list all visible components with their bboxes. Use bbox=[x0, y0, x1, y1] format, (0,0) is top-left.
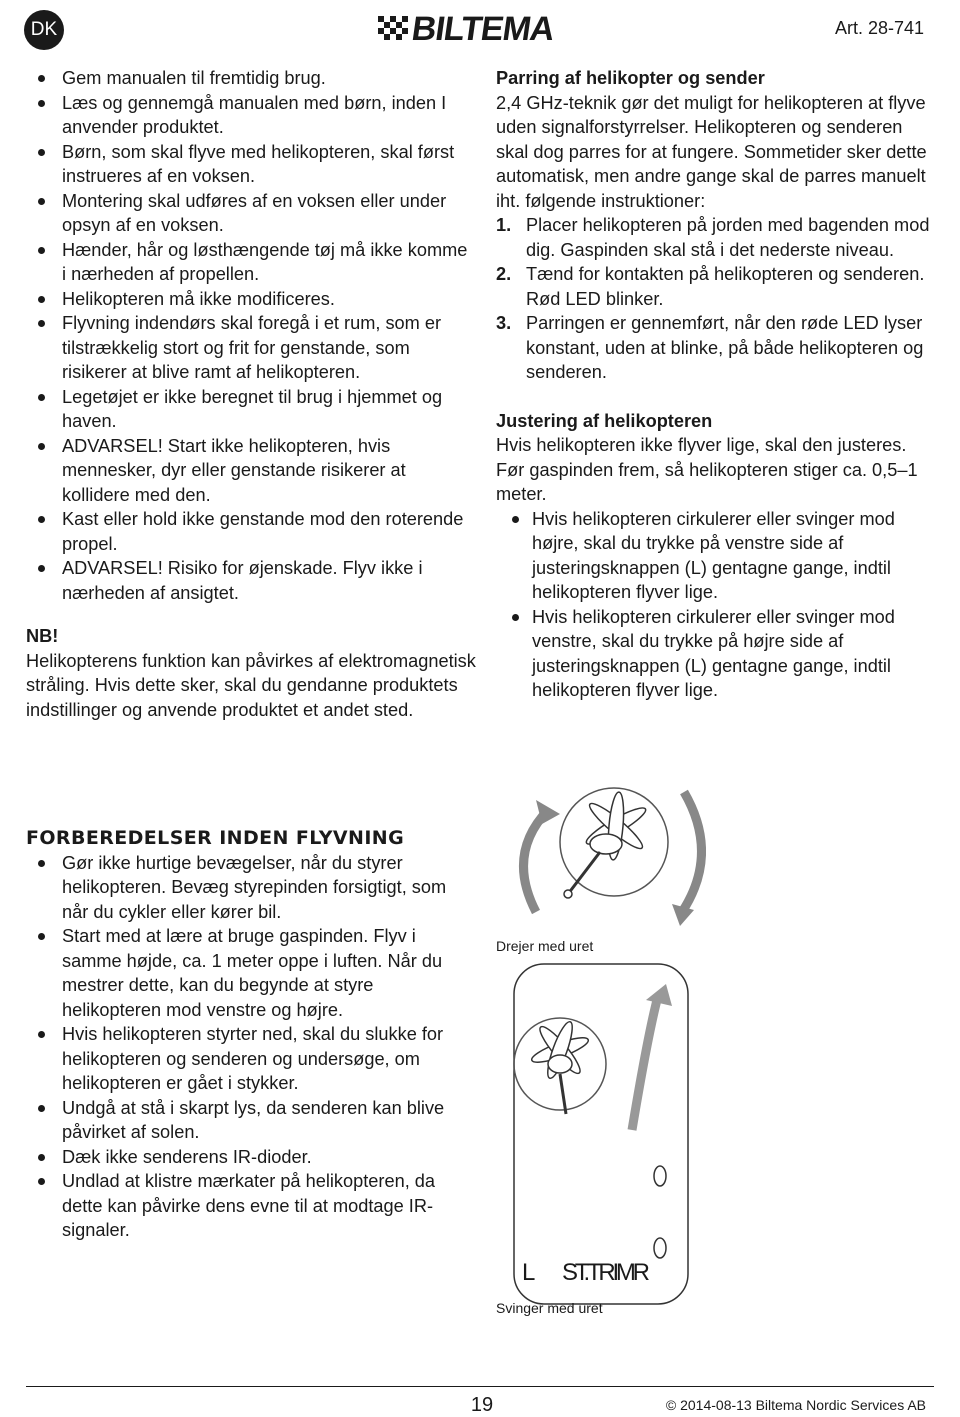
step-number: 3. bbox=[496, 313, 512, 333]
preflight-heading: FORBEREDELSER INDEN FLYVNING bbox=[26, 827, 405, 849]
trim-illustration bbox=[496, 784, 706, 1324]
page-number: 19 bbox=[470, 1394, 494, 1416]
preflight-list bbox=[26, 851, 476, 1243]
adjust-heading: Justering af helikopteren bbox=[496, 410, 713, 431]
list-item: Hvis helikopteren cirkulerer eller svinger mod højre, skal du trykke på venstre side af justeringsknappen (L) gentagne gange, indtil helikopteren flyver lige. bbox=[496, 507, 936, 605]
pairing-heading: Parring af helikopter og sender bbox=[496, 68, 765, 88]
adjust-intro: Hvis helikopteren ikke flyver lige, skal den justeres. Før gaspinden frem, så helikopteren stiger ca. 0,5–1 meter. bbox=[496, 435, 918, 504]
checkered-flag-icon bbox=[378, 16, 410, 42]
list-item: Hænder, hår og løsthængende tøj må ikke komme i nærheden af propellen. bbox=[26, 238, 476, 287]
note-text: Helikopterens funktion kan påvirkes af elektromagnetisk stråling. Hvis dette sker, skal du gendanne produktets indstillinger og anvende produktet et andet sted. bbox=[26, 650, 476, 720]
list-item: Kast eller hold ikke genstande mod den roterende propel. bbox=[26, 507, 476, 556]
list-item: Dæk ikke senderens IR-dioder. bbox=[26, 1145, 476, 1170]
pairing-intro: 2,4 GHz-teknik gør det muligt for helikopteren at flyve uden signalforstyrrelser. Helikopteren og senderen skal dog parres for at fungere. Sommetider sker dette automatisk, men andre gange skal de parres manuelt iht. følgende instruktioner: bbox=[496, 92, 927, 211]
safety-list bbox=[26, 66, 476, 605]
brand-logo bbox=[378, 10, 584, 48]
list-item: Montering skal udføres af en voksen eller under opsyn af en voksen. bbox=[26, 189, 476, 238]
clockwise-rotation-diagram bbox=[524, 788, 702, 926]
page-header bbox=[0, 0, 960, 60]
list-item: Helikopteren må ikke modificeres. bbox=[26, 287, 476, 312]
step-text: Parringen er gennemført, når den røde LED lyser konstant, uden at blinke, på både helikopteren og senderen. bbox=[526, 313, 924, 382]
step-text: Placer helikopteren på jorden med bagenden mod dig. Gaspinden skal stå i det nederste niveau. bbox=[526, 215, 930, 260]
step-item bbox=[496, 213, 936, 262]
language-badge: DK bbox=[24, 10, 64, 50]
article-number: Art. 28-741 bbox=[834, 18, 924, 38]
list-item: Undgå at stå i skarpt lys, da senderen kan blive påvirket af solen. bbox=[26, 1096, 476, 1145]
adjust-list bbox=[496, 507, 936, 703]
step-item bbox=[496, 311, 936, 385]
trim-l-label: L bbox=[522, 1259, 536, 1286]
preflight-section bbox=[26, 826, 476, 1243]
trim-label: ST.TRIMR bbox=[562, 1259, 650, 1286]
step-item bbox=[496, 262, 936, 311]
step-number: 1. bbox=[496, 215, 512, 235]
step-text: Tænd for kontakten på helikopteren og senderen. Rød LED blinker. bbox=[526, 264, 925, 309]
list-item: Legetøjet er ikke beregnet til brug i hjemmet og haven. bbox=[26, 385, 476, 434]
brand-name: BILTEMA bbox=[409, 10, 557, 48]
copyright-text: © 2014-08-13 Biltema Nordic Services AB bbox=[665, 1397, 926, 1413]
footer-divider bbox=[26, 1386, 934, 1387]
step-number: 2. bbox=[496, 264, 512, 284]
list-item: Flyvning indendørs skal foregå i et rum, som er tilstrækkelig stort og frit for genstande, som risikerer at blive ramt af helikopteren. bbox=[26, 311, 476, 385]
caption-swing: Svinger med uret bbox=[496, 1300, 603, 1316]
list-item: Gør ikke hurtige bevægelser, når du styrer helikopteren. Bevæg styrepinden forsigtigt, som når du cykler eller kører bil. bbox=[26, 851, 476, 925]
caption-clockwise: Drejer med uret bbox=[496, 938, 594, 954]
list-item: Børn, som skal flyve med helikopteren, skal først instrueres af en voksen. bbox=[26, 140, 476, 189]
list-item: Undlad at klistre mærkater på helikopteren, da dette kan påvirke dens evne til at modtage IR-signaler. bbox=[26, 1169, 476, 1243]
list-item: Start med at lære at bruge gaspinden. Flyv i samme højde, ca. 1 meter oppe i luften. Når du mestrer dette, kan du begynde at styre helikopteren mod venstre og højre. bbox=[26, 924, 476, 1022]
list-item: Hvis helikopteren cirkulerer eller svinger mod venstre, skal du trykke på højre side af justeringsknappen (L) gentagne gange, indtil helikopteren flyver lige. bbox=[496, 605, 936, 703]
list-item: ADVARSEL! Start ikke helikopteren, hvis mennesker, dyr eller genstande risikerer at kollidere med den. bbox=[26, 434, 476, 508]
pairing-steps bbox=[496, 213, 936, 385]
pairing-section bbox=[496, 66, 936, 703]
list-item: ADVARSEL! Risiko for øjenskade. Flyv ikke i nærheden af ansigtet. bbox=[26, 556, 476, 605]
safety-section bbox=[26, 66, 476, 722]
list-item: Gem manualen til fremtidig brug. bbox=[26, 66, 476, 91]
trim-adjust-diagram bbox=[514, 964, 688, 1304]
note-label: NB! bbox=[26, 626, 59, 646]
list-item: Læs og gennemgå manualen med børn, inden I anvender produktet. bbox=[26, 91, 476, 140]
list-item: Hvis helikopteren styrter ned, skal du slukke for helikopteren og senderen og undersøge, om helikopteren er gået i stykker. bbox=[26, 1022, 476, 1096]
